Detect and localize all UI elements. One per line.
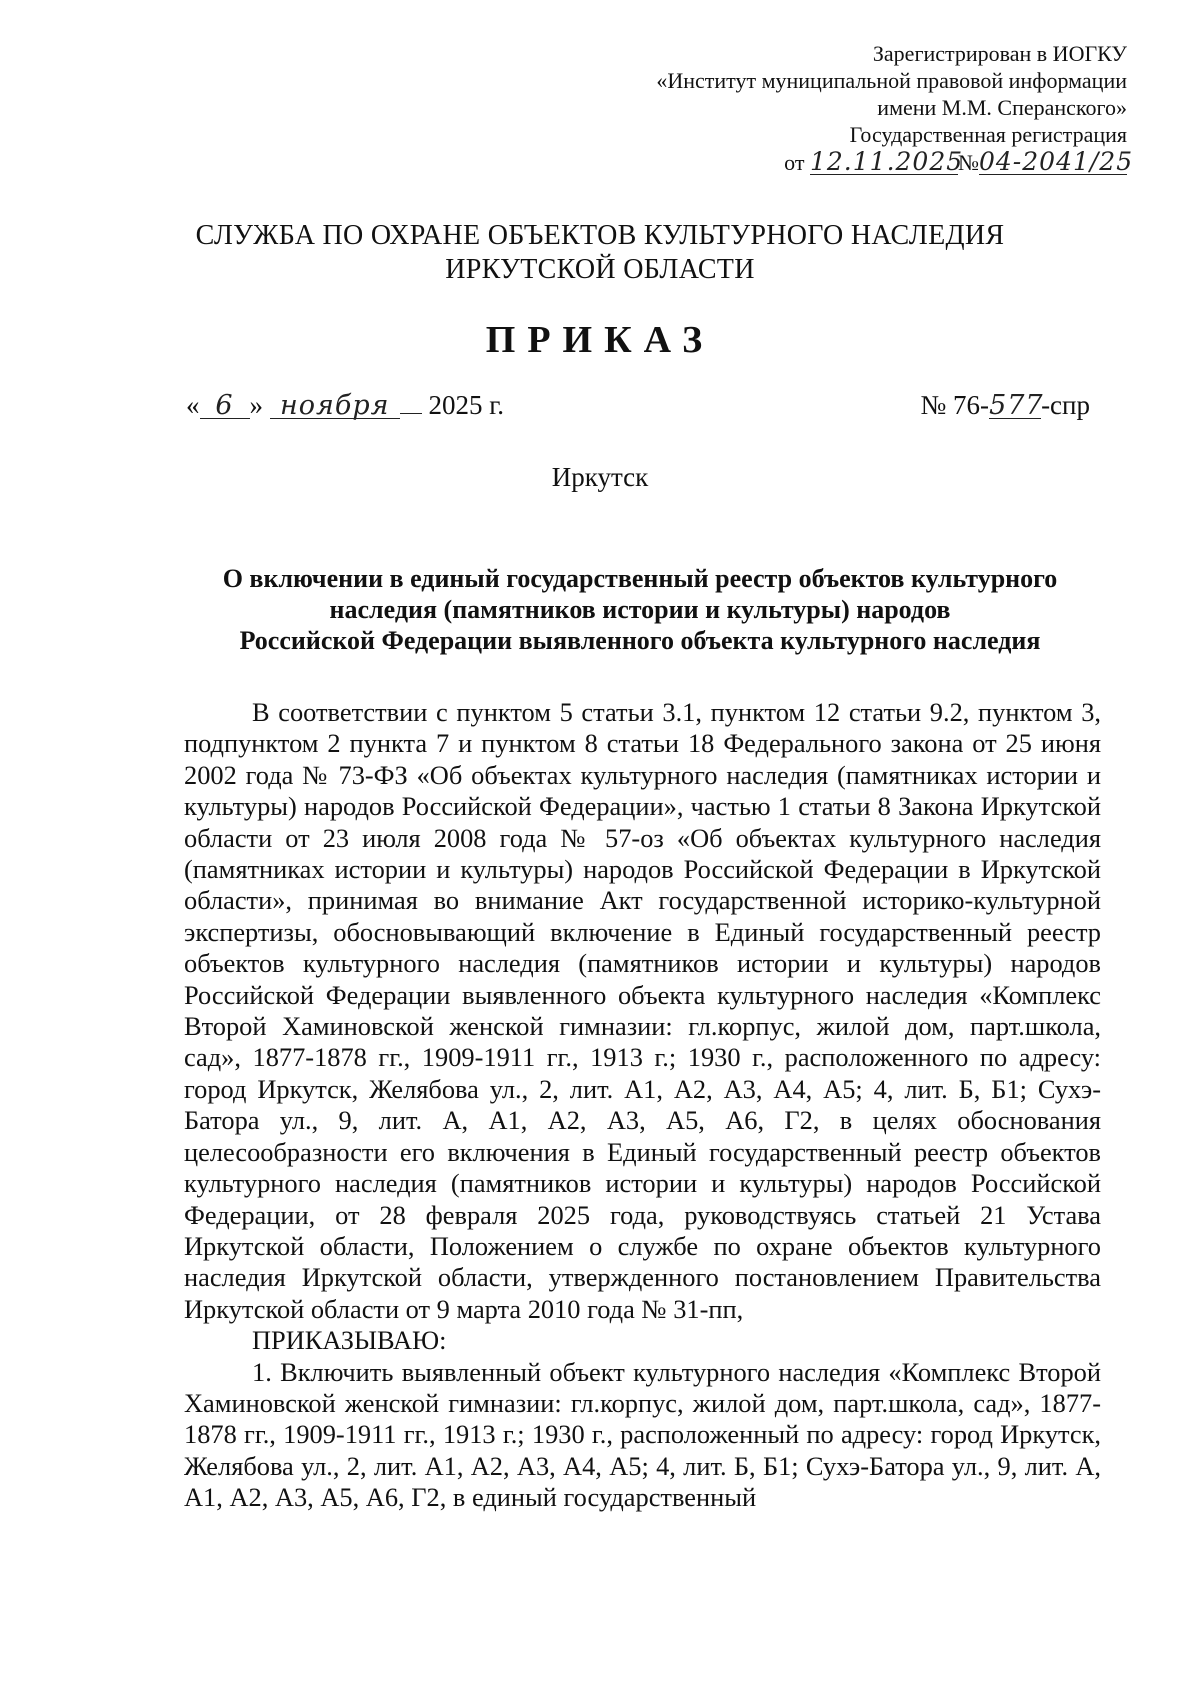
registration-line-2: «Институт муниципальной правовой информации [656, 68, 1127, 93]
order-number-handwritten: 577 [989, 390, 1044, 421]
subject-line-1: О включении в единый государственный реестр объектов культурного [222, 564, 1058, 593]
registration-date-handwritten: 12.11.2025 [810, 147, 964, 176]
registration-line-3: имени М.М. Сперанского» [877, 95, 1127, 120]
order-item-1: 1. Включить выявленный объект культурного наследия «Комплекс Второй Хаминовской женской гимназии: гл.корпус, жилой дом, парт.школа, сад», 1877-1878 гг., 1909-1911 гг., 1913 г.; 1930 г., расположенный по адресу: город Иркутск, Желябова ул., 2, лит. А1, А2, А3, А4, А5; 4, лит. Б, Б1; Сухэ-Батора ул., 9, лит. А, А1, А2, А3, А5, А6, Г2, в единый государственный [184, 1356, 1101, 1513]
date-day-handwritten: 6 [200, 394, 250, 419]
order-subject [180, 563, 1100, 656]
city-name: Иркутск [551, 462, 649, 492]
registration-stamp [607, 40, 1134, 176]
subject-line-2: наследия (памятников истории и культуры) народов [329, 595, 951, 624]
document-type-title: ПРИКАЗ [485, 319, 715, 361]
subject-line-3: Российской Федерации выявленного объекта культурного наследия [239, 626, 1041, 655]
registration-date-number [607, 147, 1134, 176]
registration-line-4: Государственная регистрация [849, 122, 1127, 147]
date-underline [400, 413, 422, 414]
preamble-paragraph: В соответствии с пунктом 5 статьи 3.1, пунктом 12 статьи 9.2, пунктом 3, подпунктом 2 пункта 7 и пунктом 8 статьи 18 Федерального закона от 25 июня 2002 года № 73-ФЗ «Об объектах культурного наследия (памятниках истории и культуры) народов Российской Федерации», частью 1 статьи 8 Закона Иркутской области от 23 июля 2008 года № 57-оз «Об объектах культурного наследия (памятниках истории и культуры) народов Российской Федерации в Иркутской области», принимая во внимание Акт государственной историко-культурной экспертизы, обосновывающий включение в Единый государственный реестр объектов культурного наследия (памятников истории и культуры) народов Российской Федерации выявленного объекта культурного наследия «Комплекс Второй Хаминовской женской гимназии: гл.корпус, жилой дом, парт.школа, сад», 1877-1878 гг., 1909-1911 гг., 1913 г.; 1930 г., расположенного по адресу: город Иркутск, Желябова ул., 2, лит. А1, А2, А3, А4, А5; 4, лит. Б, Б1; Сухэ-Батора ул., 9, лит. А, А1, А2, А3, А5, А6, Г2, в целях обоснования целесообразности его включения в Единый государственный реестр объектов культурного наследия (памятников истории и культуры) народов Российской Федерации, от 28 февраля 2025 года, руководствуясь статьей 21 Устава Иркутской области, Положением о службе по охране объектов культурного наследия Иркутской области, утвержденного постановлением Правительства Иркутской области от 9 марта 2010 года № 31-пп, [184, 697, 1101, 1324]
order-date [186, 390, 504, 421]
date-month-handwritten: ноября [270, 394, 400, 419]
agency-name [0, 219, 1200, 287]
order-number-prefix: № 76- [920, 390, 990, 420]
date-year: 2025 г. [428, 390, 505, 420]
registration-number-label: № [958, 150, 979, 175]
order-number-suffix: -спр [1041, 390, 1090, 420]
agency-name-line-2: ИРКУТСКОЙ ОБЛАСТИ [445, 254, 755, 285]
date-open-quote: « [186, 390, 200, 420]
registration-number-handwritten: 04-2041/25 [979, 147, 1134, 176]
order-directive: ПРИКАЗЫВАЮ: [252, 1325, 447, 1356]
order-number [921, 390, 1090, 421]
agency-name-line-1: СЛУЖБА ПО ОХРАНЕ ОБЪЕКТОВ КУЛЬТУРНОГО НАСЛЕДИЯ [195, 220, 1005, 251]
order-body [184, 697, 1101, 1514]
registration-from-label: от [784, 150, 805, 175]
date-close-quote: » [249, 390, 263, 420]
registration-line-1: Зарегистрирован в ИОГКУ [872, 41, 1127, 66]
